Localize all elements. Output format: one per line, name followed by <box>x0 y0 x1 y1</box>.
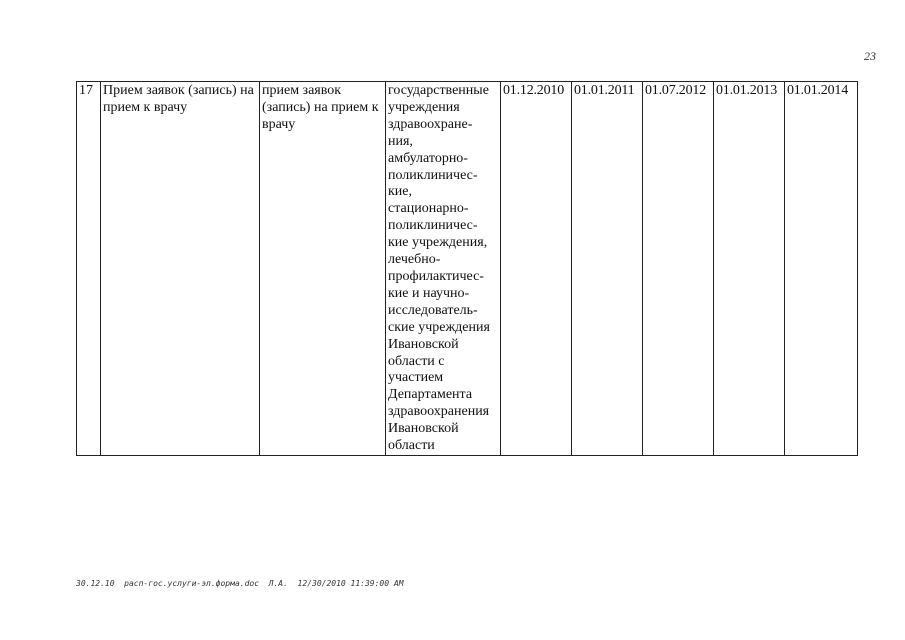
organizations-line: области <box>388 438 435 454</box>
table-row <box>77 82 858 456</box>
organizations-line: Ивановской <box>388 336 459 352</box>
organizations-cell <box>386 82 501 456</box>
organizations-line: Ивановской <box>388 421 459 437</box>
organizations-line: кие, <box>388 184 413 200</box>
date-cell-4: 01.01.2013 <box>714 82 785 456</box>
date-cell-5: 01.01.2014 <box>785 82 858 456</box>
organizations-line: государственные <box>388 83 489 98</box>
organizations-line: профилактичес- <box>388 268 484 284</box>
service-name-short-cell: прием заявок (запись) на прием к врачу <box>260 82 386 456</box>
organizations-line: исследователь- <box>388 302 478 318</box>
organizations-line: Департамента <box>388 387 473 403</box>
organizations-line: поликлиничес- <box>388 218 478 234</box>
organizations-line: ские учреждения <box>388 319 490 335</box>
organizations-line: области с <box>388 353 445 369</box>
services-table <box>76 81 858 456</box>
organizations-line: лечебно- <box>388 252 441 268</box>
date-cell-1: 01.12.2010 <box>501 82 572 456</box>
organizations-line: здравоохранения <box>388 404 490 420</box>
organizations-line: амбулаторно- <box>388 150 468 166</box>
service-name-cell: Прием заявок (запись) на прием к врачу <box>101 82 260 456</box>
row-number-cell: 17 <box>77 82 101 456</box>
document-footer: 30.12.10 расп-гос.услуги-эл.форма.doc Л.А. 12/30/2010 11:39:00 AM <box>76 579 404 588</box>
organizations-line: здравоохране- <box>388 116 473 132</box>
page-number: 23 <box>864 49 876 63</box>
organizations-line: участием <box>388 370 444 386</box>
organizations-line: поликлиничес- <box>388 167 478 183</box>
organizations-line: кие и научно- <box>388 285 470 301</box>
organizations-line: ния, <box>388 133 413 149</box>
date-cell-3: 01.07.2012 <box>643 82 714 456</box>
organizations-line: стационарно- <box>388 201 469 217</box>
date-cell-2: 01.01.2011 <box>572 82 643 456</box>
organizations-line: кие учреждения, <box>388 235 488 251</box>
organizations-line: учреждения <box>388 99 460 115</box>
